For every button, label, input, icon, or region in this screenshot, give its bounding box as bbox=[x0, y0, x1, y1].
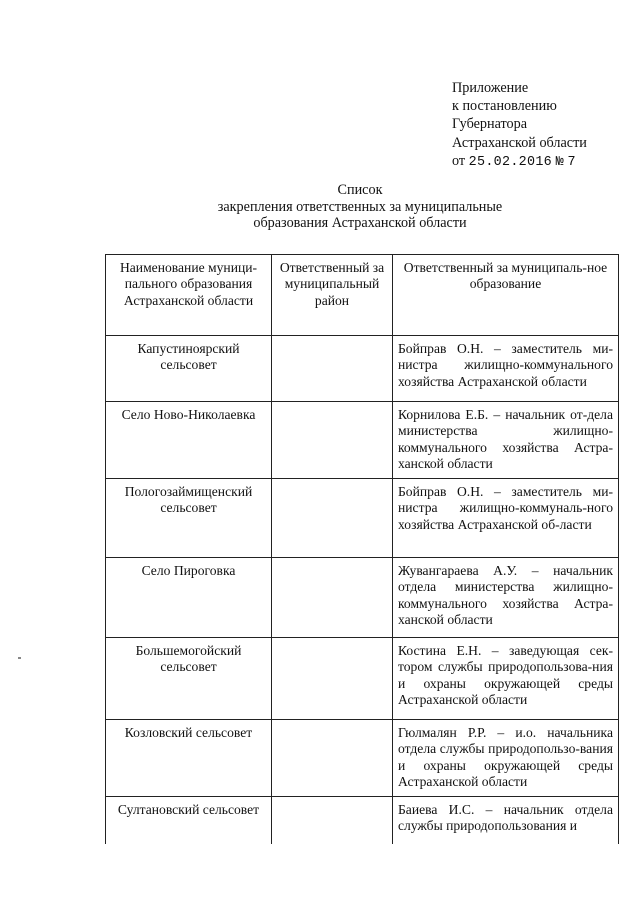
appendix-date-line bbox=[452, 152, 632, 172]
municipality-responsible: Жувангараева А.У. – начальник отдела министерства жилищно-коммунального хозяйства Астра-ханской области bbox=[393, 558, 619, 638]
municipality-responsible: Гюлмалян Р.Р. – и.о. начальника отдела службы природопользо-вания и охраны окружающей среды Астраханской области bbox=[393, 720, 619, 797]
table-row bbox=[106, 558, 619, 638]
date-prefix: от bbox=[452, 152, 466, 169]
table-row bbox=[106, 797, 619, 844]
municipality-name: Султановский сельсовет bbox=[106, 797, 272, 844]
district-responsible bbox=[272, 479, 393, 558]
municipality-name: Пологозаймищенский сельсовет bbox=[106, 479, 272, 558]
table-row bbox=[106, 336, 619, 402]
table-row bbox=[106, 402, 619, 479]
title-line-1: Список bbox=[337, 182, 383, 198]
scan-speck bbox=[18, 657, 21, 659]
header-municipality-responsible: Ответственный за муниципаль-ное образование bbox=[393, 255, 619, 336]
table-header-row bbox=[106, 255, 619, 336]
municipality-responsible: Бойправ О.Н. – заместитель ми-нистра жилищно-коммунального хозяйства Астраханской области bbox=[393, 336, 619, 402]
table-row bbox=[106, 479, 619, 558]
municipality-name: Село Пироговка bbox=[106, 558, 272, 638]
document-title bbox=[150, 182, 570, 232]
table-row bbox=[106, 720, 619, 797]
table-row bbox=[106, 638, 619, 720]
title-line-2: закрепления ответственных за муниципальные bbox=[217, 198, 503, 215]
district-responsible bbox=[272, 797, 393, 844]
district-responsible bbox=[272, 558, 393, 638]
municipality-responsible: Бойправ О.Н. – заместитель ми-нистра жилищно-коммуналь-ного хозяйства Астраханской об-ласти bbox=[393, 479, 619, 558]
municipality-responsible: Баиева И.С. – начальник отдела службы природопользования и bbox=[393, 797, 619, 844]
appendix-line-2: к постановлению bbox=[452, 98, 557, 115]
municipality-name: Большемогойский сельсовет bbox=[106, 638, 272, 720]
number-value: 7 bbox=[567, 154, 576, 170]
number-sign: № bbox=[555, 154, 564, 170]
appendix-block bbox=[452, 79, 632, 172]
page-bottom-margin bbox=[100, 851, 630, 911]
appendix-line-3: Губернатора bbox=[452, 116, 528, 133]
municipality-responsible: Корнилова Е.Б. – начальник от-дела министерства жилищно-коммунального хозяйства Астра-ханской области bbox=[393, 402, 619, 479]
district-responsible bbox=[272, 720, 393, 797]
district-responsible bbox=[272, 336, 393, 402]
appendix-line-4: Астраханской области bbox=[452, 134, 587, 151]
header-district-responsible: Ответственный за муниципальный район bbox=[272, 255, 393, 336]
district-responsible bbox=[272, 638, 393, 720]
municipality-name: Село Ново-Николаевка bbox=[106, 402, 272, 479]
municipality-name: Козловский сельсовет bbox=[106, 720, 272, 797]
header-municipality: Наименование муници-пального образования Астраханской области bbox=[106, 255, 272, 336]
title-line-3: образования Астраханской области bbox=[253, 215, 467, 231]
date-value: 25.02.2016 bbox=[468, 154, 553, 170]
assignment-table bbox=[105, 254, 619, 844]
district-responsible bbox=[272, 402, 393, 479]
appendix-line-1: Приложение bbox=[452, 80, 529, 96]
municipality-responsible: Костина Е.Н. – заведующая сек-тором службы природопользова-ния и охраны окружающей среды Астраханской области bbox=[393, 638, 619, 720]
municipality-name: Капустиноярский сельсовет bbox=[106, 336, 272, 402]
